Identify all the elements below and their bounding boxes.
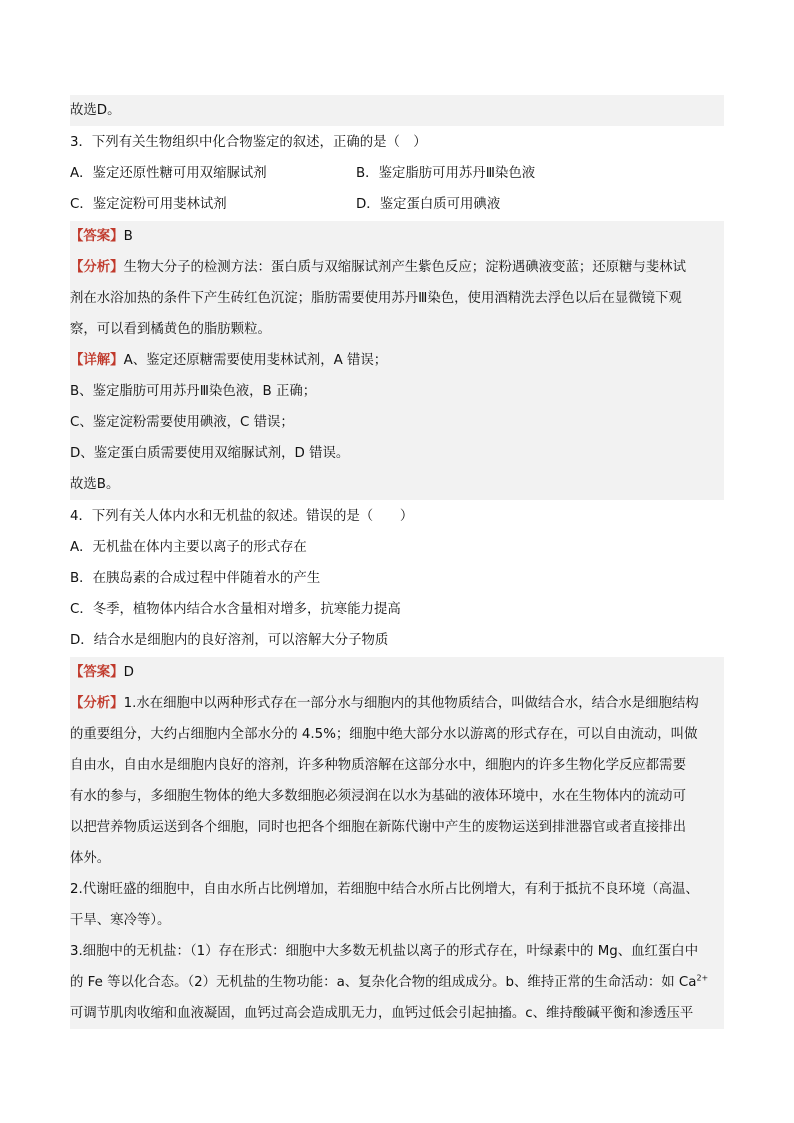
analysis-text: 生物大分子的检测方法：蛋白质与双缩脲试剂产生紫色反应；淀粉遇碘液变蓝；还原糖与斐林试 (123, 260, 686, 275)
q4-analysis-p2-line-2: 干旱、寒冷等）。 (70, 905, 724, 936)
answer-value: D (123, 665, 134, 680)
q4-option-b: B．在胰岛素的合成过程中伴随着水的产生 (70, 571, 321, 586)
q4-analysis-p1-line-3: 自由水，自由水是细胞内良好的溶剂，许多种物质溶解在这部分水中，细胞内的许多生物化学反应都需要 (70, 750, 724, 781)
q3-detail-line-b: B、鉴定脂肪可用苏丹Ⅲ染色液，B 正确； (70, 376, 724, 407)
q4-analysis-p1-line-2: 的重要组分，大约占细胞内全部水分的 4.5%；细胞中绝大部分水以游离的形式存在，可以自由流动，叫做 (70, 719, 724, 750)
q3-stem: 3．下列有关生物组织中化合物鉴定的叙述，正确的是（ ） (70, 135, 427, 150)
q3-analysis-line-2: 剂在水浴加热的条件下产生砖红色沉淀；脂肪需要使用苏丹Ⅲ染色，使用酒精洗去浮色以后在显微镜下观 (70, 283, 724, 314)
answer-tag: 【答案】 (70, 229, 124, 244)
q4-analysis-p3-line-1: 3.细胞中的无机盐：（1）存在形式：细胞中大多数无机盐以离子的形式存在，叶绿素中的 Mg、血红蛋白中 (70, 936, 724, 967)
q3-option-d: D．鉴定蛋白质可用碘液 (356, 197, 501, 212)
analysis-tag: 【分析】 (70, 696, 124, 711)
q3-analysis-line-1 (70, 252, 724, 283)
q3-options-row-2 (70, 189, 724, 220)
analysis-text: 的 Fe 等以化合态。（2）无机盐的生物功能：a、复杂化合物的组成成分。b、维持正常的生命活动：如 Ca (70, 975, 697, 990)
q3-detail-line-d: D、鉴定蛋白质需要使用双缩脲试剂，D 错误。 (70, 438, 724, 469)
q4-analysis-p3-line-2 (70, 967, 724, 998)
detail-text: A、鉴定还原糖需要使用斐林试剂，A 错误； (123, 353, 388, 368)
q4-option-d: D．结合水是细胞内的良好溶剂，可以溶解大分子物质 (70, 633, 389, 648)
q4-option-c: C．冬季，植物体内结合水含量相对增多，抗寒能力提高 (70, 602, 401, 617)
q4-answer (70, 657, 724, 688)
answer-tag: 【答案】 (70, 665, 124, 680)
q3-options-row-1 (70, 158, 724, 189)
q3-conclusion: 故选B。 (70, 469, 724, 500)
q4-option-a: A．无机盐在体内主要以离子的形式存在 (70, 540, 307, 555)
q4-analysis-p3-line-3: 可调节肌肉收缩和血液凝固，血钙过高会造成肌无力，血钙过低会引起抽搐。c、维持酸碱平衡和渗透压平 (70, 998, 724, 1029)
answer-value: B (123, 229, 133, 244)
q3-option-c: C．鉴定淀粉可用斐林试剂 (70, 197, 227, 212)
q3-detail-line-c: C、鉴定淀粉需要使用碘液，C 错误； (70, 407, 724, 438)
q4-analysis-p1-line-6: 体外。 (70, 843, 724, 874)
detail-tag: 【详解】 (70, 353, 124, 368)
analysis-tag: 【分析】 (70, 260, 124, 275)
q4-stem: 4．下列有关人体内水和无机盐的叙述。错误的是（ ） (70, 509, 414, 524)
q4-analysis-p1-line-4: 有水的参与，多细胞生物体的绝大多数细胞必须浸润在以水为基础的液体环境中，水在生物体内的流动可 (70, 781, 724, 812)
q2-conclusion: 故选D。 (70, 95, 724, 126)
q4-analysis-p2-line-1: 2.代谢旺盛的细胞中，自由水所占比例增加，若细胞中结合水所占比例增大，有利于抵抗不良环境（高温、 (70, 874, 724, 905)
analysis-text: 1.水在细胞中以两种形式存在一部分水与细胞内的其他物质结合，叫做结合水，结合水是细胞结构 (123, 696, 699, 711)
q3-answer (70, 221, 724, 252)
q4-analysis-p1-line-5: 以把营养物质运送到各个细胞，同时也把各个细胞在新陈代谢中产生的废物运送到排泄器官或者直接排出 (70, 812, 724, 843)
q3-option-b: B．鉴定脂肪可用苏丹Ⅲ染色液 (356, 166, 536, 181)
q4-analysis-p1-line-1 (70, 688, 724, 719)
q3-detail-line-a (70, 345, 724, 376)
q3-analysis-line-3: 察，可以看到橘黄色的脂肪颗粒。 (70, 314, 724, 345)
q3-option-a: A．鉴定还原性糖可用双缩脲试剂 (70, 166, 267, 181)
superscript: 2+ (696, 973, 709, 983)
